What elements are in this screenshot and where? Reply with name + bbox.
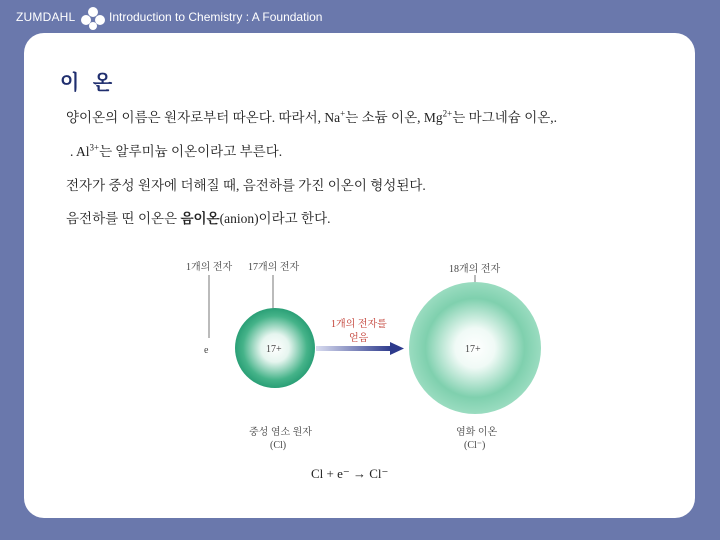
caption-chloride-ion: 염화 이온 bbox=[456, 427, 498, 438]
slide-title: 이 온 bbox=[60, 72, 117, 94]
caption-neutral-atom-symbol: (Cl) bbox=[270, 440, 287, 451]
caption-neutral-atom: 중성 염소 원자 bbox=[249, 427, 312, 438]
arrow-label-line2: 얻음 bbox=[349, 333, 369, 344]
nucleus-charge-right: 17+ bbox=[465, 344, 481, 355]
electron-symbol: e bbox=[204, 345, 209, 356]
arrow-label-line1: 1개의 전자를 bbox=[331, 319, 387, 330]
paragraph-cation-names: 양이온의 이름은 원자로부터 따온다. 따라서, Na+는 소듐 이온, $Mg^{2+}$는 마그네슘 이온,. bbox=[66, 108, 558, 125]
reaction-equation: Cl + e⁻ → Cl⁻ bbox=[311, 466, 389, 481]
reaction-arrow-shaft bbox=[316, 346, 392, 351]
paragraph-aluminum-ion: . $Al^{3+}$는 알루미늄 이온이라고 부른다. bbox=[70, 142, 283, 159]
paragraph-anion-definition: 음전하를 띤 이온은 음이온(anion)이라고 한다. bbox=[66, 211, 331, 226]
label-eighteen-electrons: 18개의 전자 bbox=[449, 264, 501, 275]
reaction-arrow-head bbox=[390, 342, 404, 355]
caption-chloride-ion-symbol: (Cl⁻) bbox=[464, 440, 486, 451]
nucleus-charge-left: 17+ bbox=[266, 344, 282, 355]
label-one-electron: 1개의 전자 bbox=[186, 262, 233, 273]
label-seventeen-electrons: 17개의 전자 bbox=[248, 262, 300, 273]
course-title: Introduction to Chemistry : A Foundation bbox=[109, 10, 323, 24]
brand-label: ZUMDAHL bbox=[16, 10, 76, 24]
paragraph-anion-formation: 전자가 중성 원자에 더해질 때, 음전하를 가진 이온이 형성된다. bbox=[66, 178, 426, 193]
